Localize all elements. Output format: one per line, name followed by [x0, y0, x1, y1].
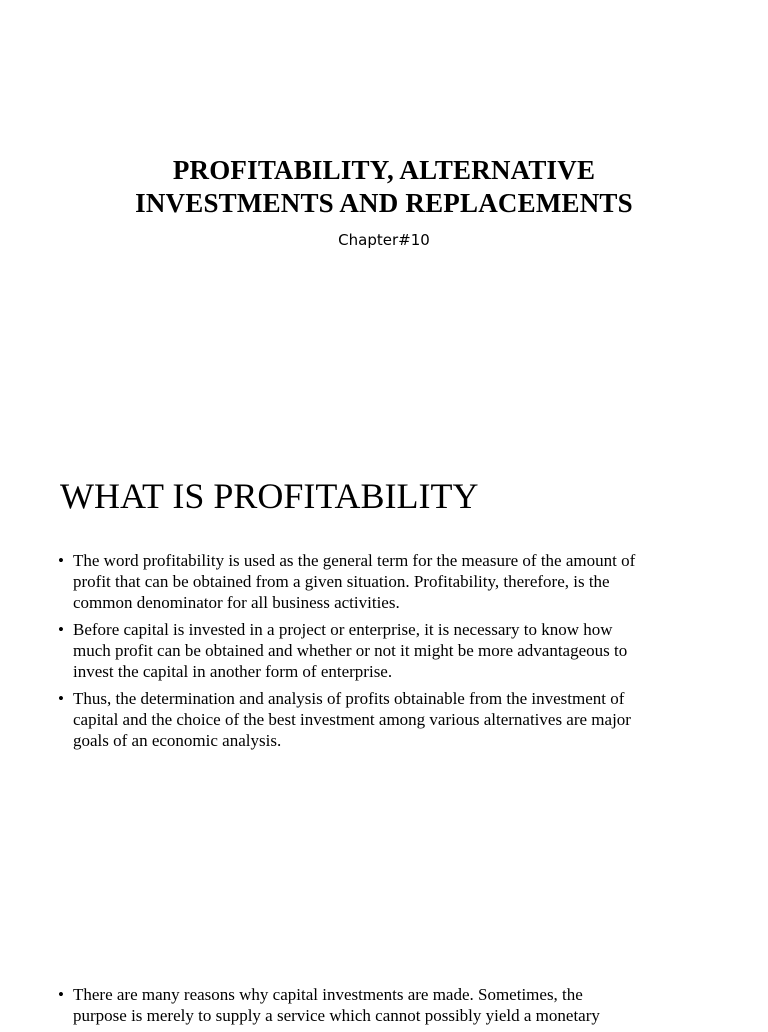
bullet-icon: •	[58, 689, 64, 708]
bullet-text-line: goals of an economic analysis.	[73, 731, 282, 750]
bullet-list	[58, 984, 718, 1032]
slide-title-line-2: INVESTMENTS AND REPLACEMENTS	[135, 188, 633, 218]
bullet-text-line: The word profitability is used as the general term for the measure of the amount of	[73, 551, 636, 570]
bullet-text-line: capital and the choice of the best investment among various alternatives are major	[73, 710, 631, 729]
bullet-item	[58, 550, 718, 613]
slide-subtitle: Chapter#10	[338, 231, 430, 249]
bullet-icon: •	[58, 985, 64, 1004]
bullet-text-line: common denominator for all business activities.	[73, 593, 400, 612]
bullet-item	[58, 619, 718, 682]
bullet-icon: •	[58, 620, 64, 639]
bullet-item	[58, 688, 718, 751]
profitability-slide	[0, 432, 768, 864]
slide-title	[0, 154, 768, 220]
capital-investment-slide	[0, 966, 768, 1024]
bullet-text-line: There are many reasons why capital investments are made. Sometimes, the	[73, 985, 583, 1004]
bullet-text-line: profit that can be obtained from a given situation. Profitability, therefore, is the	[73, 572, 610, 591]
bullet-text-line: invest the capital in another form of enterprise.	[73, 662, 393, 681]
bullet-text-line: much profit can be obtained and whether or not it might be more advantageous to	[73, 641, 628, 660]
bullet-text-line: purpose is merely to supply a service which cannot possibly yield a monetary	[73, 1006, 600, 1025]
bullet-list	[58, 550, 718, 757]
slide-heading: WHAT IS PROFITABILITY	[60, 476, 479, 516]
bullet-text-line: Before capital is invested in a project or enterprise, it is necessary to know how	[73, 620, 613, 639]
slide-title-line-1: PROFITABILITY, ALTERNATIVE	[172, 155, 596, 185]
bullet-text-line: Thus, the determination and analysis of profits obtainable from the investment of	[73, 689, 625, 708]
title-slide	[0, 0, 768, 432]
bullet-item	[58, 984, 718, 1026]
bullet-icon: •	[58, 551, 64, 570]
